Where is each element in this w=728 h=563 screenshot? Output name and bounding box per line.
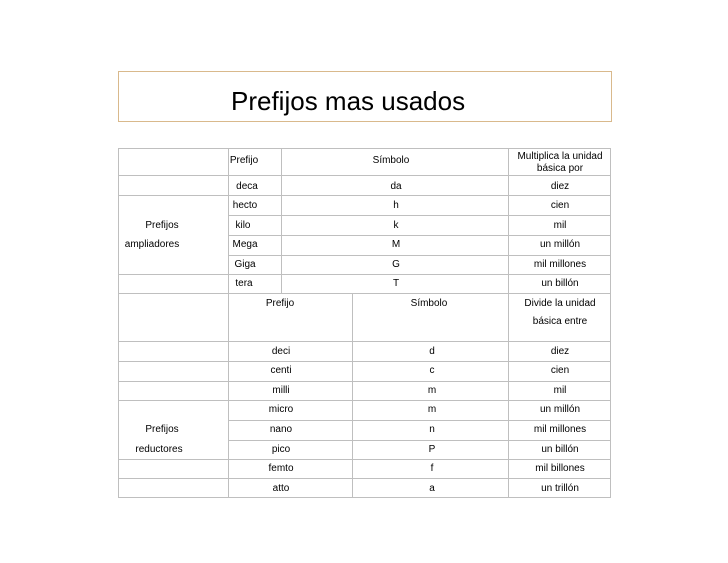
bottom-row-symbol: c bbox=[429, 365, 435, 376]
top-row-factor: mil bbox=[553, 220, 567, 231]
bottom-row-factor: mil millones bbox=[533, 424, 587, 435]
bottom-row-symbol: P bbox=[428, 444, 436, 455]
top-row-prefix: Mega bbox=[232, 239, 258, 250]
top-row-factor: cien bbox=[550, 200, 570, 211]
bottom-row-prefix: deci bbox=[271, 346, 291, 357]
top-row-symbol: k bbox=[393, 220, 399, 231]
bottom-row-prefix: milli bbox=[272, 385, 290, 396]
top-row-factor: un millón bbox=[539, 239, 581, 250]
bottom-row-prefix: femto bbox=[268, 463, 294, 474]
bottom-row-factor: cien bbox=[550, 365, 570, 376]
top-row-symbol: h bbox=[393, 200, 399, 211]
top-row-factor: un billón bbox=[541, 278, 579, 289]
bottom-row-symbol: d bbox=[429, 346, 435, 357]
bottom-row-factor: mil billones bbox=[535, 463, 585, 474]
bottom-row-prefix: atto bbox=[272, 483, 290, 494]
bottom-row-prefix: micro bbox=[268, 404, 294, 415]
page-title: Prefijos mas usados bbox=[231, 86, 466, 116]
top-row-symbol: da bbox=[390, 181, 402, 192]
bottom-header-prefix: Prefijo bbox=[265, 298, 295, 309]
bottom-row-prefix: pico bbox=[271, 444, 291, 455]
bottom-row-symbol: m bbox=[427, 404, 437, 415]
bottom-row-prefix: centi bbox=[270, 365, 292, 376]
top-row-prefix: deca bbox=[236, 181, 258, 192]
top-row-prefix: hecto bbox=[232, 200, 258, 211]
top-header-factor: Multiplica la unidad básica por bbox=[517, 151, 603, 174]
top-group-label-2: ampliadores bbox=[124, 239, 180, 250]
bottom-group-label-2: reductores bbox=[135, 444, 183, 455]
top-row-factor: mil millones bbox=[533, 259, 587, 270]
bottom-header-symbol: Símbolo bbox=[410, 298, 448, 309]
bottom-group-label-1: Prefijos bbox=[145, 424, 179, 435]
bottom-header-factor-line-2: básica entre bbox=[532, 316, 588, 327]
bottom-row-prefix: nano bbox=[269, 424, 293, 435]
bottom-row-symbol: a bbox=[429, 483, 435, 494]
bottom-row-factor: mil bbox=[553, 385, 567, 396]
top-row-prefix: kilo bbox=[235, 220, 251, 231]
top-row-factor: diez bbox=[550, 181, 570, 192]
bottom-row-symbol: m bbox=[427, 385, 437, 396]
top-row-symbol: M bbox=[391, 239, 401, 250]
top-row-prefix: Giga bbox=[234, 259, 256, 270]
top-group-label-1: Prefijos bbox=[145, 220, 179, 231]
top-row-symbol: T bbox=[392, 278, 400, 289]
bottom-row-symbol: n bbox=[429, 424, 435, 435]
bottom-row-factor: un trillón bbox=[541, 483, 579, 494]
bottom-header-factor-line-1: Divide la unidad bbox=[524, 298, 596, 309]
bottom-row-factor: diez bbox=[550, 346, 570, 357]
top-row-prefix: tera bbox=[235, 278, 253, 289]
bottom-row-factor: un billón bbox=[541, 444, 579, 455]
top-row-symbol: G bbox=[392, 259, 400, 270]
top-header-symbol: Símbolo bbox=[372, 155, 410, 166]
bottom-row-factor: un millón bbox=[539, 404, 581, 415]
bottom-row-symbol: f bbox=[430, 463, 434, 474]
top-header-prefix: Prefijo bbox=[229, 155, 259, 166]
